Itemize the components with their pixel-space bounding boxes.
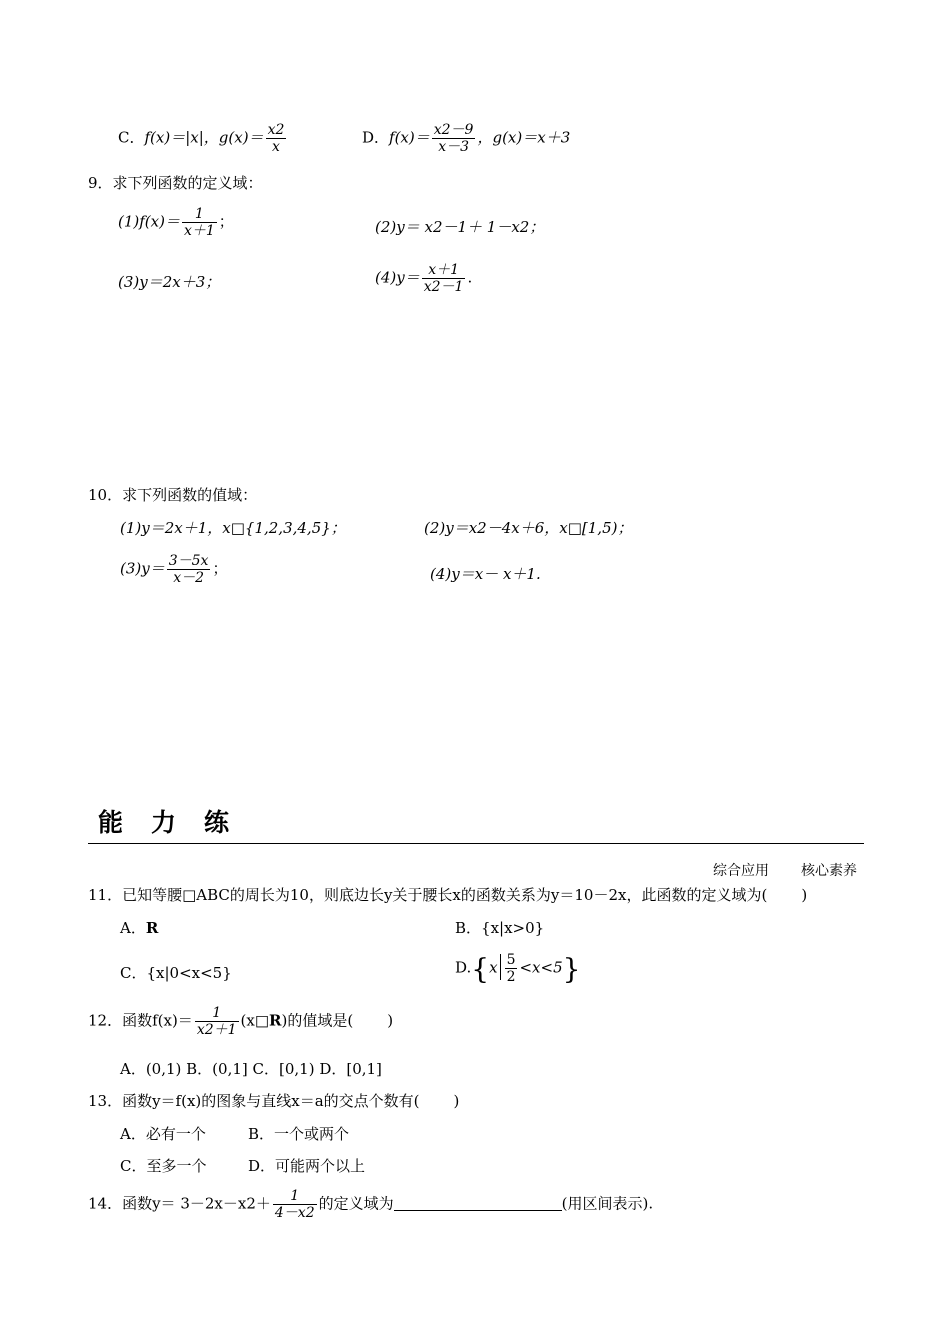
q9-p1-fraction [182,206,217,239]
q9-p4-post: . [467,268,473,287]
numerator: 1 [195,1005,239,1022]
denominator: 2 [506,969,516,985]
q13-option-c: C．至多一个 [120,1157,207,1175]
q9-part-4 [375,262,472,295]
q10-part-1: (1)y＝2x＋1，x□{1,2,3,4,5}； [120,519,346,537]
numerator: 3－5x [168,553,209,569]
q10-part-4: (4)y＝x－ x＋1. [430,565,541,583]
section-heading: 能力练 [98,808,258,837]
denominator: 4－x2 [274,1205,315,1221]
real-set-symbol: R [269,1011,282,1030]
q13-option-b: B．一个或两个 [248,1125,350,1143]
q12-stem-pre: 12．函数f(x)＝ [88,1011,193,1030]
denominator: x [272,139,280,155]
set-condition: <x<5 [519,958,563,977]
option-label: D． [362,128,390,147]
q8-option-d [362,122,570,155]
q9-title: 9．求下列函数的定义域： [88,174,263,192]
numerator: x＋1 [422,262,466,279]
denominator: x－2 [173,570,204,586]
numerator: 5 [506,952,516,968]
q14-fraction [273,1188,317,1221]
q14-stem-mid: 的定义域为 [318,1194,394,1213]
option-label: C． [118,128,145,147]
q11-option-d [455,952,580,986]
q11-stem-text: 11．已知等腰□ABC的周长为10，则底边长y关于腰长x的函数关系为y＝10－2x，此函数的定义域为( [88,886,768,904]
numerator: x2 [267,122,285,138]
q10-part-3 [120,553,227,586]
q9-part-2: (2)y＝ x2－1＋ 1－x2； [375,218,545,236]
option-value: R [145,919,159,937]
q9-p1-post: ； [218,212,234,231]
q8-d-fraction [432,122,476,155]
fill-in-blank[interactable] [394,1196,562,1211]
numerator: 1 [273,1188,317,1205]
q14-stem-post: (用区间表示). [561,1194,654,1213]
q9-part-1 [118,206,234,239]
q8-option-c [118,122,288,155]
q10-p3-post: ； [212,559,228,578]
q12-stem-mid: (x□ [240,1011,270,1030]
section-subtitle-left: 综合应用 [713,863,769,879]
q13-stem [88,1090,459,1111]
q9-p4-pre: (4)y＝ [375,268,420,287]
option-label: A． [120,919,146,937]
q13-stem-end: ) [453,1092,460,1110]
q8-d-f: f(x)＝ [389,128,430,147]
set-bar [500,954,501,980]
q8-c-g: g(x)＝ [218,128,264,147]
right-brace: } [562,952,581,986]
q13-option-d: D．可能两个以上 [248,1157,366,1175]
q9-p1-pre: (1)f(x)＝ [118,212,180,231]
q8-c-f: f(x)＝|x|， [144,128,219,147]
option-label: D. [455,958,472,977]
q14-stem [88,1188,653,1221]
q11-option-b: B．{x|x>0} [455,919,545,937]
q10-title: 10．求下列函数的值域： [88,486,258,504]
q11-stem [88,884,807,905]
q13-option-a: A．必有一个 [120,1125,206,1143]
section-divider [88,843,864,844]
q9-part-3: (3)y＝2x＋3； [118,273,221,291]
set-variable: x [489,958,498,977]
denominator: x2＋1 [196,1022,237,1038]
q11-stem-end: ) [801,886,808,904]
denominator: x2－1 [423,279,464,295]
q8-d-g: ，g(x)＝x＋3 [477,128,571,147]
numerator: x2－9 [433,122,474,138]
q12-stem-post: )的值域是( [281,1011,354,1030]
numerator: 1 [182,206,217,223]
q8-c-fraction [266,122,287,155]
q11-option-c: C．{x|0<x<5} [120,964,232,982]
q9-p4-fraction [422,262,466,295]
q10-p3-fraction [167,553,211,586]
denominator: x－3 [438,139,470,155]
q10-p3-pre: (3)y＝ [120,559,165,578]
q12-stem [88,1005,393,1038]
q12-stem-end: ) [387,1011,394,1030]
left-brace: { [471,952,490,986]
q12-fraction [195,1005,239,1038]
q12-options: A．(0,1) B．(0,1] C．[0,1) D．[0,1] [120,1060,382,1078]
q11-option-a [120,917,158,938]
q13-stem-text: 13．函数y＝f(x)的图象与直线x＝a的交点个数有( [88,1092,420,1110]
denominator: x＋1 [183,223,215,239]
section-subtitle-right: 核心素养 [801,863,857,879]
q10-part-2: (2)y＝x2－4x＋6，x□[1,5)； [424,519,633,537]
q14-stem-pre: 14．函数y＝ 3－2x－x2＋ [88,1194,271,1213]
q11-d-fraction [505,952,518,985]
